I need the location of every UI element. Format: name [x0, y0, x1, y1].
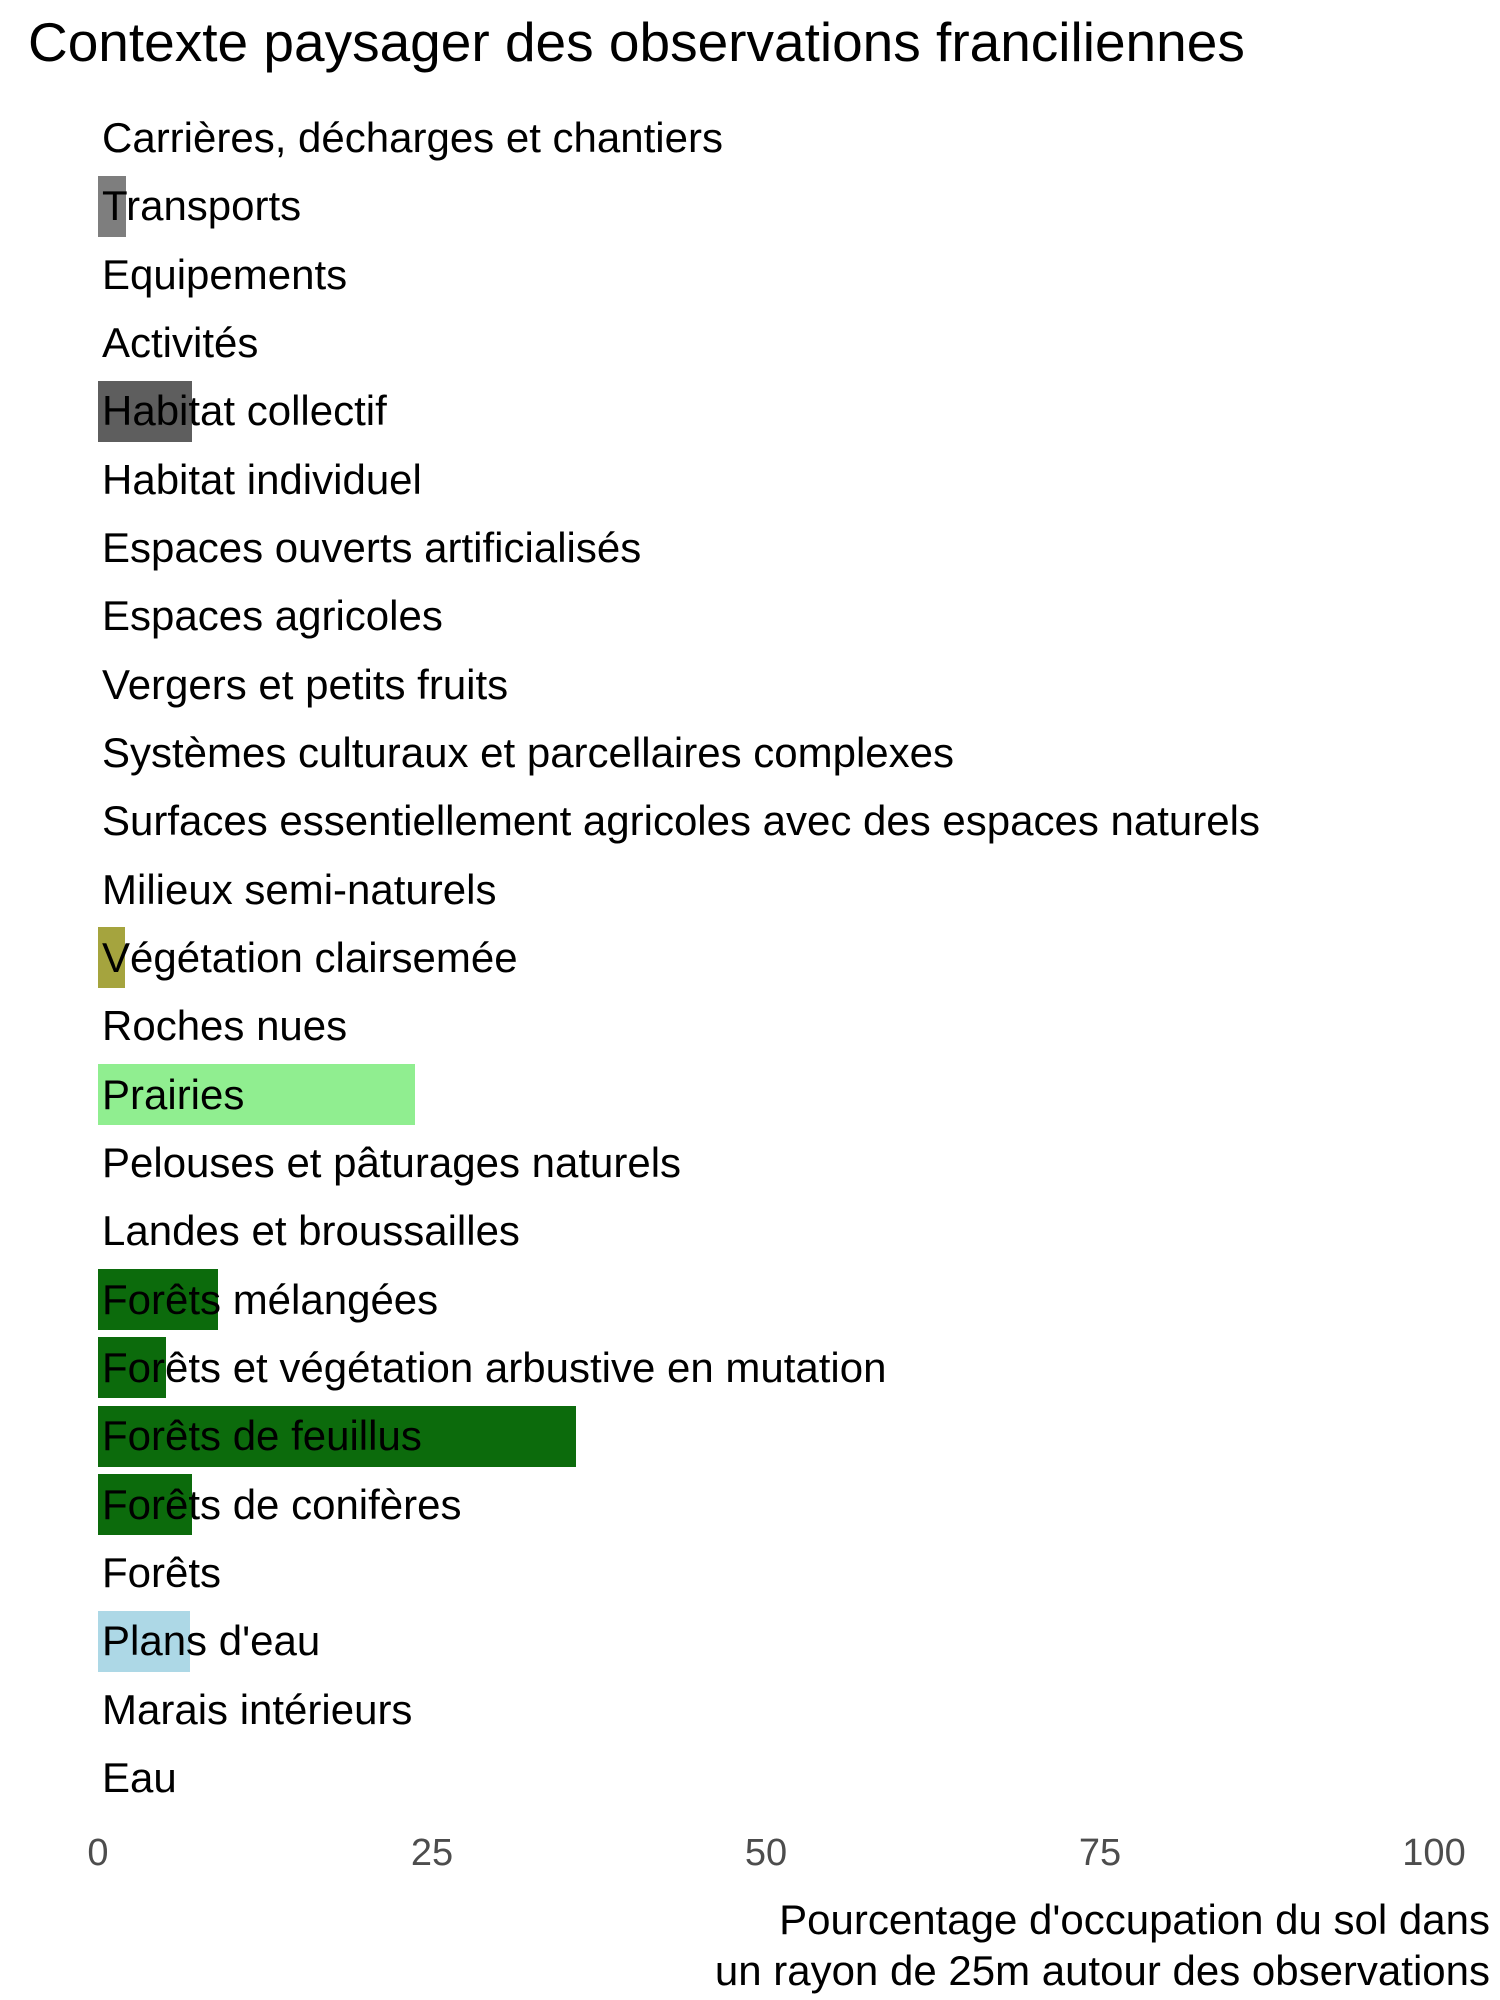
category-label: Végétation clairsemée	[102, 933, 518, 981]
x-tick-label: 50	[744, 1832, 788, 1874]
x-tick-label: 100	[1402, 1832, 1466, 1874]
x-axis-title	[715, 1894, 1490, 1996]
category-label: Milieux semi-naturels	[102, 865, 497, 913]
category-row	[98, 1265, 1500, 1333]
category-row	[98, 924, 1500, 992]
category-row	[98, 104, 1500, 172]
category-label: Pelouses et pâturages naturels	[102, 1138, 682, 1186]
category-label: Forêts	[102, 1548, 222, 1596]
category-label: Espaces ouverts artificialisés	[102, 524, 642, 572]
category-row	[98, 1675, 1500, 1743]
category-row	[98, 856, 1500, 924]
category-label: Equipements	[102, 250, 348, 298]
category-label: Roches nues	[102, 1002, 348, 1050]
x-tick-label: 0	[87, 1832, 109, 1874]
category-row	[98, 1539, 1500, 1607]
category-label: Systèmes culturaux et parcellaires complexes	[102, 729, 955, 777]
category-label: Carrières, décharges et chantiers	[102, 114, 723, 162]
category-label: Transports	[102, 182, 302, 230]
category-row	[98, 241, 1500, 309]
category-row	[98, 309, 1500, 377]
category-label: Forêts et végétation arbustive en mutation	[102, 1343, 887, 1391]
category-label: Forêts mélangées	[102, 1275, 439, 1323]
category-row	[98, 514, 1500, 582]
category-row	[98, 582, 1500, 650]
category-label: Plans d'eau	[102, 1617, 321, 1665]
category-row	[98, 1470, 1500, 1538]
category-row	[98, 787, 1500, 855]
category-label: Activités	[102, 319, 259, 367]
category-label: Vergers et petits fruits	[102, 660, 509, 708]
category-label: Habitat collectif	[102, 387, 387, 435]
x-axis-title-line1: Pourcentage d'occupation du sol dans	[779, 1896, 1490, 1943]
category-label: Forêts de feuillus	[102, 1412, 422, 1460]
category-row	[98, 992, 1500, 1060]
category-row	[98, 377, 1500, 445]
category-label: Marais intérieurs	[102, 1685, 413, 1733]
chart-title: Contexte paysager des observations franciliennes	[28, 11, 1245, 73]
category-row	[98, 651, 1500, 719]
category-label: Forêts de conifères	[102, 1480, 462, 1528]
x-tick-label: 25	[410, 1832, 454, 1874]
category-label: Habitat individuel	[102, 455, 422, 503]
category-label: Eau	[102, 1753, 177, 1801]
category-row	[98, 719, 1500, 787]
category-row	[98, 172, 1500, 240]
category-row	[98, 1402, 1500, 1470]
category-label: Prairies	[102, 1070, 245, 1118]
category-label: Surfaces essentiellement agricoles avec des espaces naturels	[102, 797, 1260, 845]
category-row	[98, 446, 1500, 514]
category-row	[98, 1060, 1500, 1128]
category-row	[98, 1129, 1500, 1197]
category-row	[98, 1744, 1500, 1812]
category-row	[98, 1197, 1500, 1265]
category-label: Landes et broussailles	[102, 1207, 520, 1255]
category-label: Espaces agricoles	[102, 592, 443, 640]
category-row	[98, 1334, 1500, 1402]
x-tick-label: 75	[1078, 1832, 1122, 1874]
x-axis-title-line2: un rayon de 25m autour des observations	[714, 1947, 1490, 1994]
category-row	[98, 1607, 1500, 1675]
